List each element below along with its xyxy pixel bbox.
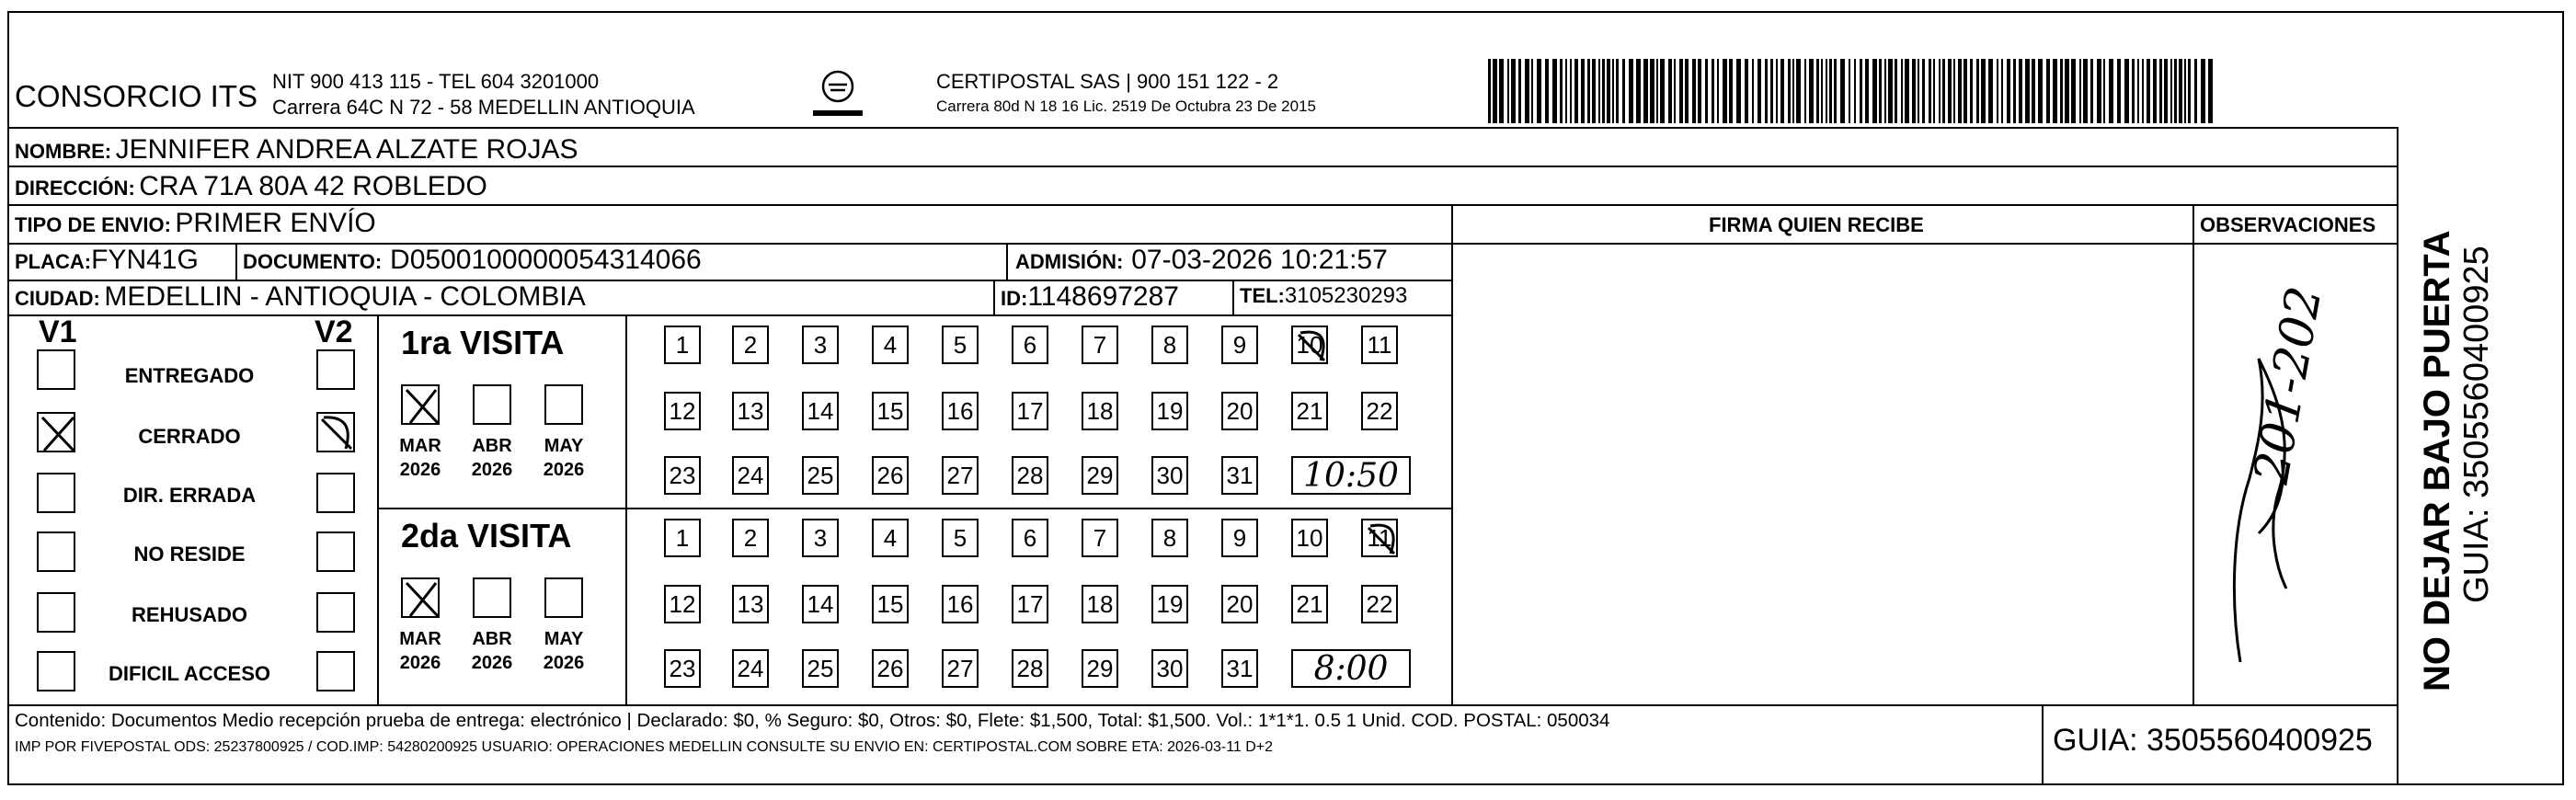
day-box[interactable]: 8 [1151,326,1188,364]
day-box[interactable]: 19 [1151,392,1188,430]
v2-checkbox[interactable] [316,473,355,513]
day-box[interactable]: 30 [1151,456,1188,495]
tipo-envio-label: TIPO DE ENVIO: [15,213,171,236]
day-box[interactable]: 10 [1291,519,1328,557]
day-box[interactable]: 21 [1291,585,1328,623]
day-box[interactable]: 2 [732,326,769,364]
nombre-value: JENNIFER ANDREA ALZATE ROJAS [115,134,578,165]
day-box[interactable]: 17 [1012,392,1048,430]
v1-checkbox[interactable] [37,349,75,390]
firma-header: FIRMA QUIEN RECIBE [1709,213,1924,236]
day-box[interactable]: 20 [1221,392,1258,430]
company-address: Carrera 64C N 72 - 58 MEDELLIN ANTIOQUIA [272,96,695,119]
v2-header: V2 [315,314,353,349]
day-box[interactable]: 2 [732,519,769,557]
day-box[interactable]: 30 [1151,649,1188,688]
v1-checkbox[interactable] [37,592,75,633]
month-label: ABR 2026 [471,436,513,480]
visit-title: 1ra VISITA [401,324,565,361]
month-checkbox[interactable] [401,577,440,618]
nombre-label: NOMBRE: [15,140,112,163]
day-box[interactable]: 5 [942,519,979,557]
day-box[interactable]: 5 [942,326,979,364]
day-box[interactable]: 17 [1012,585,1048,623]
visit-title: 2da VISITA [401,517,572,554]
time-box[interactable]: 8:00 [1291,649,1411,688]
footer-imp: IMP POR FIVEPOSTAL ODS: 25237800925 / COD.IMP: 54280200925 USUARIO: OPERACIONES MEDELLIN CONSULTE SU ENVIO EN: CERTIPOSTAL.COM SOBRE ETA: 2026-03-11 D+2 [15,739,1274,755]
day-box[interactable]: 20 [1221,585,1258,623]
day-box[interactable]: 31 [1221,649,1258,688]
time-box[interactable]: 10:50 [1291,456,1411,495]
status-label: CERRADO [138,425,241,448]
v1-checkbox[interactable] [37,473,75,513]
day-box[interactable]: 24 [732,649,769,688]
ciudad-value: MEDELLIN - ANTIOQUIA - COLOMBIA [104,281,586,312]
v2-checkbox[interactable] [316,592,355,633]
month-label: MAR 2026 [399,629,441,673]
status-label: REHUSADO [132,603,247,626]
day-box[interactable]: 13 [732,392,769,430]
id-value: 1148697287 [1027,281,1179,312]
placa-value: FYN41G [91,245,199,275]
day-box[interactable]: 23 [664,456,701,495]
day-box[interactable]: 15 [872,585,909,623]
day-box[interactable]: 31 [1221,456,1258,495]
day-box[interactable]: 3 [802,519,839,557]
day-box[interactable]: 26 [872,649,909,688]
placa-label: PLACA: [15,250,92,273]
day-box[interactable]: 11 [1361,519,1398,557]
v1-checkbox[interactable] [37,412,75,452]
v2-checkbox[interactable] [316,531,355,572]
day-box[interactable]: 8 [1151,519,1188,557]
day-box[interactable]: 18 [1082,585,1118,623]
company-name: CONSORCIO ITS [15,79,258,113]
day-box[interactable]: 1 [664,326,701,364]
certipostal-line2: Carrera 80d N 18 16 Lic. 2519 De Octubra 23 De 2015 [936,97,1316,115]
month-checkbox[interactable] [473,384,511,425]
v1-checkbox[interactable] [37,531,75,572]
day-box[interactable]: 4 [872,519,909,557]
day-box[interactable]: 22 [1361,585,1398,623]
day-box[interactable]: 7 [1082,326,1118,364]
day-box[interactable]: 16 [942,585,979,623]
certipostal-logo [809,68,866,121]
day-box[interactable]: 19 [1151,585,1188,623]
v2-checkbox[interactable] [316,651,355,691]
v1-header: V1 [39,314,77,349]
day-box[interactable]: 6 [1012,326,1048,364]
day-box[interactable]: 28 [1012,456,1048,495]
documento-label: DOCUMENTO: [243,250,383,273]
side-warning: NO DEJAR BAJO PUERTA [2417,230,2457,691]
day-box[interactable]: 21 [1291,392,1328,430]
certipostal-line1: CERTIPOSTAL SAS | 900 151 122 - 2 [936,70,1279,93]
day-box[interactable]: 11 [1361,326,1398,364]
month-checkbox[interactable] [401,384,440,425]
footer-contenido: Contenido: Documentos Medio recepción prueba de entrega: electrónico | Declarado: $0, % Seguro: $0, Otros: $0, Flete: $1,500, Total: $1,500. Vol.: 1*1*1. 0.5 1 Unid. COD. POSTAL: 050034 [15,710,1610,731]
day-box[interactable]: 29 [1082,456,1118,495]
month-label: MAY 2026 [543,629,585,673]
observaciones-note: 201-202 [2244,282,2333,488]
day-box[interactable]: 24 [732,456,769,495]
day-box[interactable]: 9 [1221,326,1258,364]
documento-value: D0500100000054314066 [390,245,702,275]
day-box[interactable]: 29 [1082,649,1118,688]
day-box[interactable]: 6 [1012,519,1048,557]
id-label: ID: [1001,287,1028,310]
day-box[interactable]: 1 [664,519,701,557]
day-box[interactable]: 7 [1082,519,1118,557]
day-box[interactable]: 15 [872,392,909,430]
day-box[interactable]: 28 [1012,649,1048,688]
month-label: MAR 2026 [399,436,441,480]
day-box[interactable]: 12 [664,585,701,623]
observaciones-header: OBSERVACIONES [2200,213,2376,236]
status-label: NO RESIDE [133,543,246,566]
v2-checkbox[interactable] [316,412,355,452]
month-label: ABR 2026 [471,629,513,673]
admision-value: 07-03-2026 10:21:57 [1131,245,1388,275]
month-checkbox[interactable] [544,384,583,425]
tipo-envio-value: PRIMER ENVÍO [175,208,376,238]
day-box[interactable]: 16 [942,392,979,430]
day-box[interactable]: 18 [1082,392,1118,430]
side-guia: GUIA: 3505560400925 [2457,246,2496,603]
day-box[interactable]: 25 [802,456,839,495]
day-box[interactable]: 26 [872,456,909,495]
day-box[interactable]: 14 [802,585,839,623]
day-box[interactable]: 22 [1361,392,1398,430]
direccion-value: CRA 71A 80A 42 ROBLEDO [139,171,487,201]
day-box[interactable]: 25 [802,649,839,688]
day-box[interactable]: 23 [664,649,701,688]
status-label: DIFICIL ACCESO [108,662,270,685]
direccion-label: DIRECCIÓN: [15,177,135,200]
month-label: MAY 2026 [543,436,585,480]
v2-checkbox[interactable] [316,349,355,390]
day-box[interactable]: 4 [872,326,909,364]
day-box[interactable]: 12 [664,392,701,430]
day-box[interactable]: 27 [942,649,979,688]
v1-checkbox[interactable] [37,651,75,691]
day-box[interactable]: 27 [942,456,979,495]
footer-guia: GUIA: 3505560400925 [2053,723,2373,758]
day-box[interactable]: 9 [1221,519,1258,557]
barcode [1488,59,2215,123]
tel-label: TEL: [1240,284,1285,307]
day-box[interactable]: 13 [732,585,769,623]
day-box[interactable]: 3 [802,326,839,364]
month-checkbox[interactable] [473,577,511,618]
day-box[interactable]: 10 [1291,326,1328,364]
admision-label: ADMISIÓN: [1015,250,1124,273]
ciudad-label: CIUDAD: [15,287,100,310]
status-label: ENTREGADO [124,364,255,387]
day-box[interactable]: 14 [802,392,839,430]
tel-value: 3105230293 [1284,283,1408,308]
status-label: DIR. ERRADA [122,484,257,507]
month-checkbox[interactable] [544,577,583,618]
company-nit: NIT 900 413 115 - TEL 604 3201000 [272,70,600,93]
